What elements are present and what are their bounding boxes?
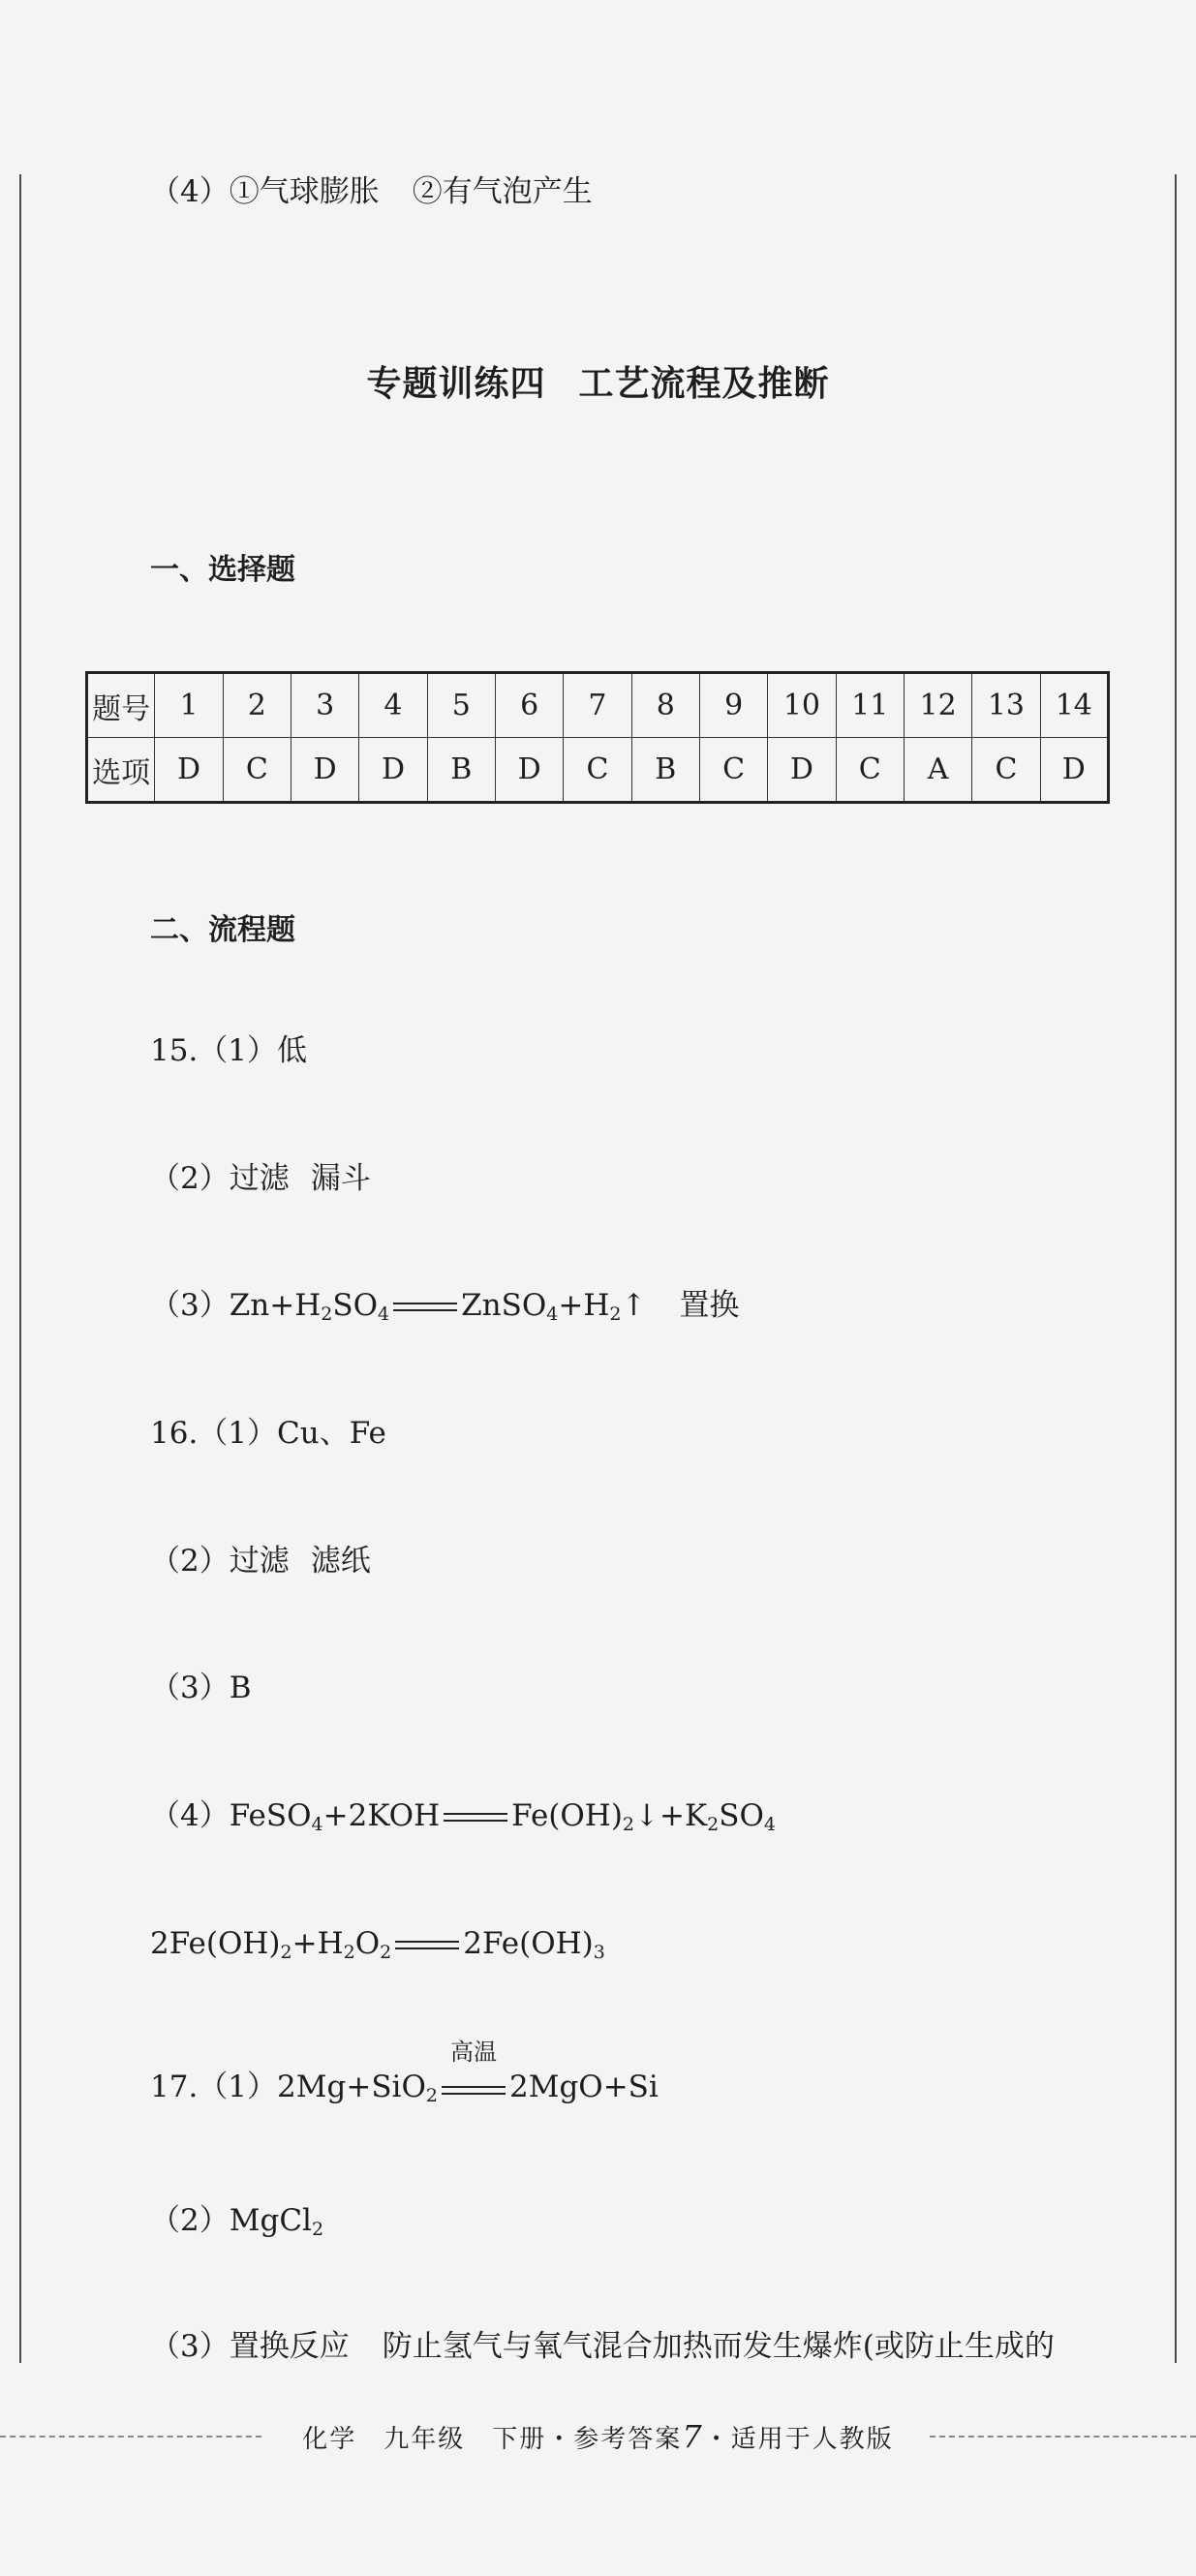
- right-margin-line: [1175, 174, 1177, 2363]
- answer-line: 15.（1）低: [150, 1033, 308, 1068]
- formula-text: 2Fe(OH): [150, 1926, 281, 1961]
- subscript: 4: [311, 1814, 323, 1835]
- formula-text: +H: [291, 1926, 344, 1961]
- answer-part: 防止氢气与氧气混合加热而发生爆炸(或防止生成的: [382, 2329, 1055, 2364]
- table-cell: B: [427, 738, 495, 803]
- formula-text: +K: [659, 1798, 708, 1833]
- table-cell: A: [904, 738, 971, 803]
- table-cell: C: [223, 738, 291, 803]
- title-part: 工艺流程及推断: [578, 364, 830, 404]
- equation-line: [150, 2038, 659, 2115]
- answer-part: ①气球膨胀: [229, 174, 380, 209]
- table-cell: 4: [359, 673, 427, 738]
- table-cell: D: [291, 738, 358, 803]
- answer-line: [150, 1542, 371, 1580]
- answer-line-q-prev-4: [150, 172, 593, 211]
- equals-sign: [393, 1303, 457, 1311]
- table-cell: D: [359, 738, 427, 803]
- section-heading-choice: 一、选择题: [150, 553, 295, 587]
- answer-line: （3）B: [150, 1671, 252, 1705]
- answer-line: [150, 2201, 323, 2249]
- gas-arrow-icon: ↑: [621, 1288, 647, 1323]
- answer-prefix: （2）: [150, 1161, 230, 1196]
- table-cell: 9: [699, 673, 767, 738]
- section-heading-flow: 二、流程题: [150, 913, 295, 947]
- table-cell: D: [495, 738, 563, 803]
- table-cell: 13: [972, 673, 1040, 738]
- table-cell: 6: [495, 673, 563, 738]
- answer-table: [85, 671, 1110, 804]
- answer-prefix: 17.（1）: [150, 2070, 278, 2104]
- table-cell: 14: [1040, 673, 1108, 738]
- formula-text: 2Mg+SiO: [277, 2070, 426, 2104]
- left-margin-line: [19, 174, 21, 2363]
- subscript: 2: [622, 1814, 635, 1835]
- answer-prefix: （4）: [150, 1798, 230, 1833]
- reaction-type: 置换: [679, 1288, 740, 1323]
- subscript: 4: [763, 1814, 776, 1835]
- page-title: [0, 356, 1196, 406]
- formula-text: ZnSO: [461, 1288, 547, 1323]
- subscript: 4: [378, 1303, 390, 1325]
- table-cell: 5: [427, 673, 495, 738]
- formula-text: Zn+H: [229, 1288, 322, 1323]
- subscript: 2: [380, 1942, 392, 1963]
- answer-prefix: （3）: [150, 1288, 230, 1323]
- formula-text: Fe(OH): [511, 1798, 623, 1833]
- answer-part: 过滤: [229, 1161, 290, 1196]
- page-footer: [0, 2418, 1196, 2455]
- table-cell: 1: [155, 673, 223, 738]
- table-cell: D: [155, 738, 223, 803]
- answer-prefix: （2）: [150, 2203, 230, 2238]
- formula-text: 2MgO+Si: [508, 2070, 659, 2104]
- answer-line: [150, 2327, 1055, 2366]
- table-cell: B: [631, 738, 699, 803]
- answer-part: ②有气泡产生: [412, 174, 593, 209]
- table-cell: C: [836, 738, 904, 803]
- formula-text: +2KOH: [322, 1798, 441, 1833]
- table-row: [87, 673, 1109, 738]
- formula-text: SO: [332, 1288, 378, 1323]
- subscript: 2: [425, 2085, 438, 2106]
- answer-prefix: （4）: [150, 174, 230, 209]
- equation-line: [150, 1796, 776, 1844]
- table-cell: 10: [768, 673, 836, 738]
- table-cell: 3: [291, 673, 358, 738]
- subscript: 2: [311, 2219, 324, 2240]
- equals-sign: [444, 1813, 507, 1822]
- subscript: 2: [343, 1942, 355, 1963]
- footer-text: ・适用于人教版: [703, 2425, 894, 2454]
- table-cell: C: [972, 738, 1040, 803]
- formula-text: 2Fe(OH): [463, 1926, 594, 1961]
- reaction-condition: 高温: [449, 2038, 497, 2066]
- formula-text: FeSO: [229, 1798, 312, 1833]
- title-part: 专题训练四: [366, 364, 546, 404]
- table-row-header: 题号: [87, 673, 155, 738]
- answer-prefix: （2）: [150, 1544, 230, 1579]
- table-cell: D: [768, 738, 836, 803]
- page-number: 7: [682, 2418, 704, 2455]
- formula-text: +H: [558, 1288, 610, 1323]
- footer-text: 化学 九年级 下册・参考答案: [302, 2425, 683, 2454]
- precipitate-arrow-icon: ↓: [634, 1798, 659, 1833]
- subscript: 2: [609, 1303, 622, 1325]
- equals-sign: [442, 2086, 506, 2095]
- equals-sign: [395, 1941, 459, 1949]
- table-row-header: 选项: [87, 738, 155, 803]
- answer-line: [150, 1159, 371, 1198]
- answer-part: 置换反应: [229, 2329, 350, 2364]
- answer-part: 漏斗: [310, 1161, 371, 1196]
- answer-line: 16.（1）Cu、Fe: [150, 1416, 386, 1451]
- answer-prefix: （3）: [150, 2329, 230, 2364]
- answer-part: 过滤: [229, 1544, 290, 1579]
- table-cell: 11: [836, 673, 904, 738]
- equation-line: [150, 1924, 605, 1972]
- table-cell: 2: [223, 673, 291, 738]
- subscript: 4: [546, 1303, 559, 1325]
- table-cell: C: [699, 738, 767, 803]
- table-cell: C: [564, 738, 631, 803]
- subscript: 2: [707, 1814, 720, 1835]
- subscript: 3: [593, 1942, 605, 1963]
- answer-part: 滤纸: [310, 1544, 371, 1579]
- subscript: 2: [321, 1303, 333, 1325]
- table-cell: D: [1040, 738, 1108, 803]
- subscript: 2: [280, 1942, 292, 1963]
- equation-line: [150, 1286, 739, 1334]
- table-cell: 7: [564, 673, 631, 738]
- table-row: [87, 738, 1109, 803]
- formula-text: SO: [719, 1798, 764, 1833]
- formula-text: O: [354, 1926, 381, 1961]
- table-cell: 12: [904, 673, 971, 738]
- equals-with-condition: [438, 2038, 509, 2108]
- table-cell: 8: [631, 673, 699, 738]
- formula-text: MgCl: [229, 2203, 312, 2238]
